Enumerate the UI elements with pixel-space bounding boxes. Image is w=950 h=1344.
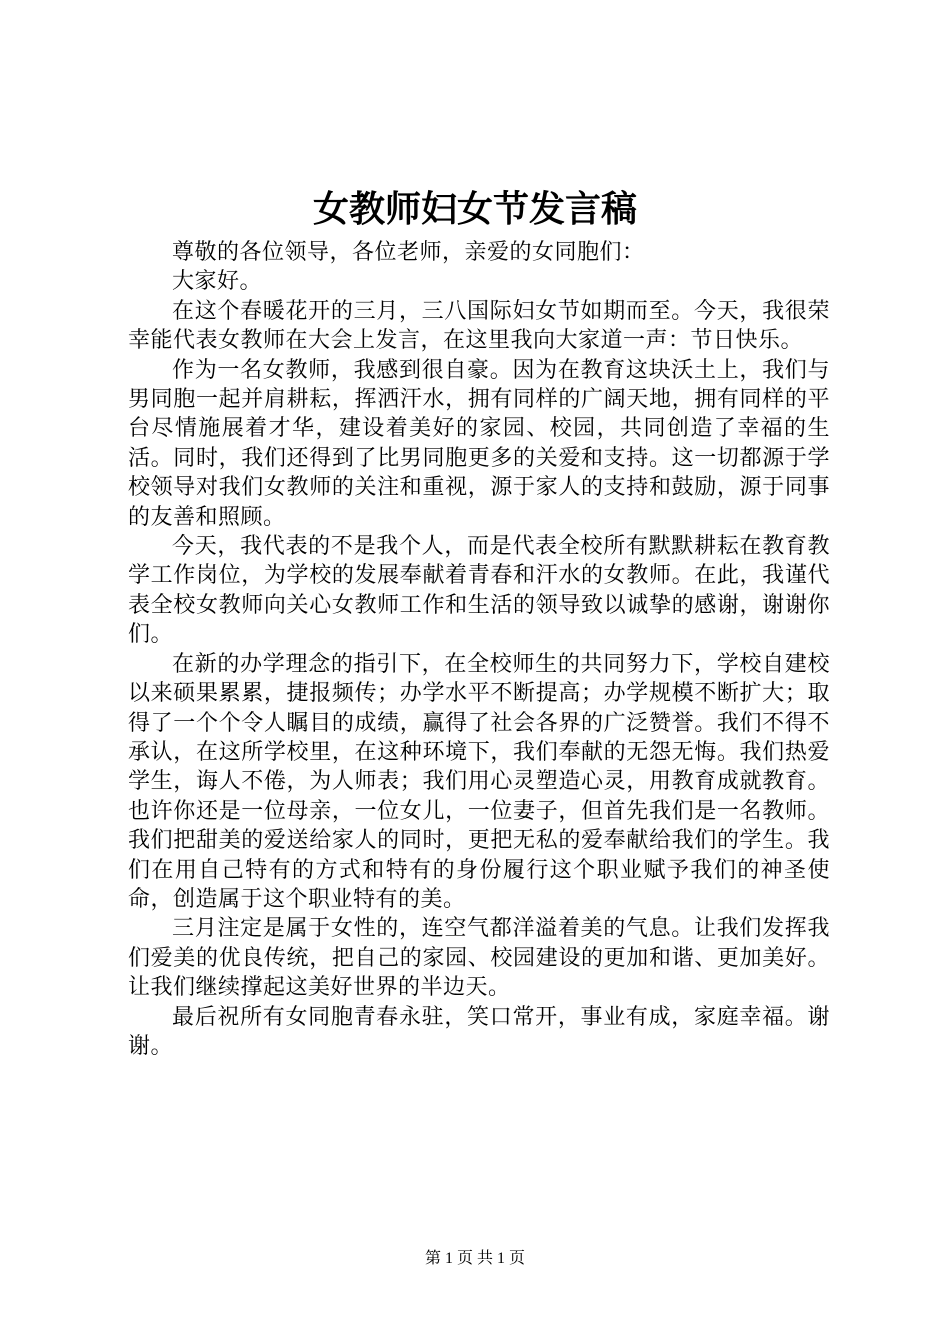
document-title: 女教师妇女节发言稿 — [312, 188, 637, 230]
paragraph-closing: 最后祝所有女同胞青春永驻，笑口常开，事业有成，家庭幸福。谢谢。 — [128, 1004, 830, 1059]
paragraph-2: 作为一名女教师，我感到很自豪。因为在教育这块沃土上，我们与男同胞一起并肩耕耘，挥洒汗水，拥有同样的广阔天地，拥有同样的平台尽情施展着才华，建设着美好的家园、校园，共同创造了幸福的生活。同时，我们还得到了比男同胞更多的关爱和支持。这一切都源于学校领导对我们女教师的关注和重视，源于家人的支持和鼓励，源于同事的友善和照顾。 — [128, 357, 830, 530]
paragraph-salutation: 尊敬的各位领导，各位老师，亲爱的女同胞们： — [172, 240, 645, 265]
paragraph-3: 今天，我代表的不是我个人，而是代表全校所有默默耕耘在教育教学工作岗位，为学校的发展奉献着青春和汗水的女教师。在此，我谨代表全校女教师向关心女教师工作和生活的领导致以诚挚的感谢，谢谢你们。 — [128, 534, 830, 648]
page-footer: 第 1 页 共 1 页 — [424, 1250, 525, 1267]
paragraph-5: 三月注定是属于女性的，连空气都洋溢着美的气息。让我们发挥我们爱美的优良传统，把自己的家园、校园建设的更加和谐、更加美好。让我们继续撑起这美好世界的半边天。 — [128, 916, 830, 1001]
paragraph-1: 在这个春暖花开的三月，三八国际妇女节如期而至。今天，我很荣幸能代表女教师在大会上发言，在这里我向大家道一声：节日快乐。 — [128, 298, 830, 354]
paragraph-greeting: 大家好。 — [172, 269, 263, 295]
document-body — [128, 238, 830, 1061]
paragraph-4: 在新的办学理念的指引下，在全校师生的共同努力下，学校自建校以来硕果累累，捷报频传；办学水平不断提高；办学规模不断扩大；取得了一个个令人瞩目的成绩，赢得了社会各界的广泛赞誉。我们不得不承认，在这所学校里，在这种环境下，我们奉献的无怨无悔。我们热爱学生，诲人不倦，为人师表；我们用心灵塑造心灵，用教育成就教育。也许你还是一位母亲，一位女儿，一位妻子，但首先我们是一名教师。我们把甜美的爱送给家人的同时，更把无私的爱奉献给我们的学生。我们在用自己特有的方式和特有的身份履行这个职业赋予我们的神圣使命，创造属于这个职业特有的美。 — [128, 651, 830, 912]
